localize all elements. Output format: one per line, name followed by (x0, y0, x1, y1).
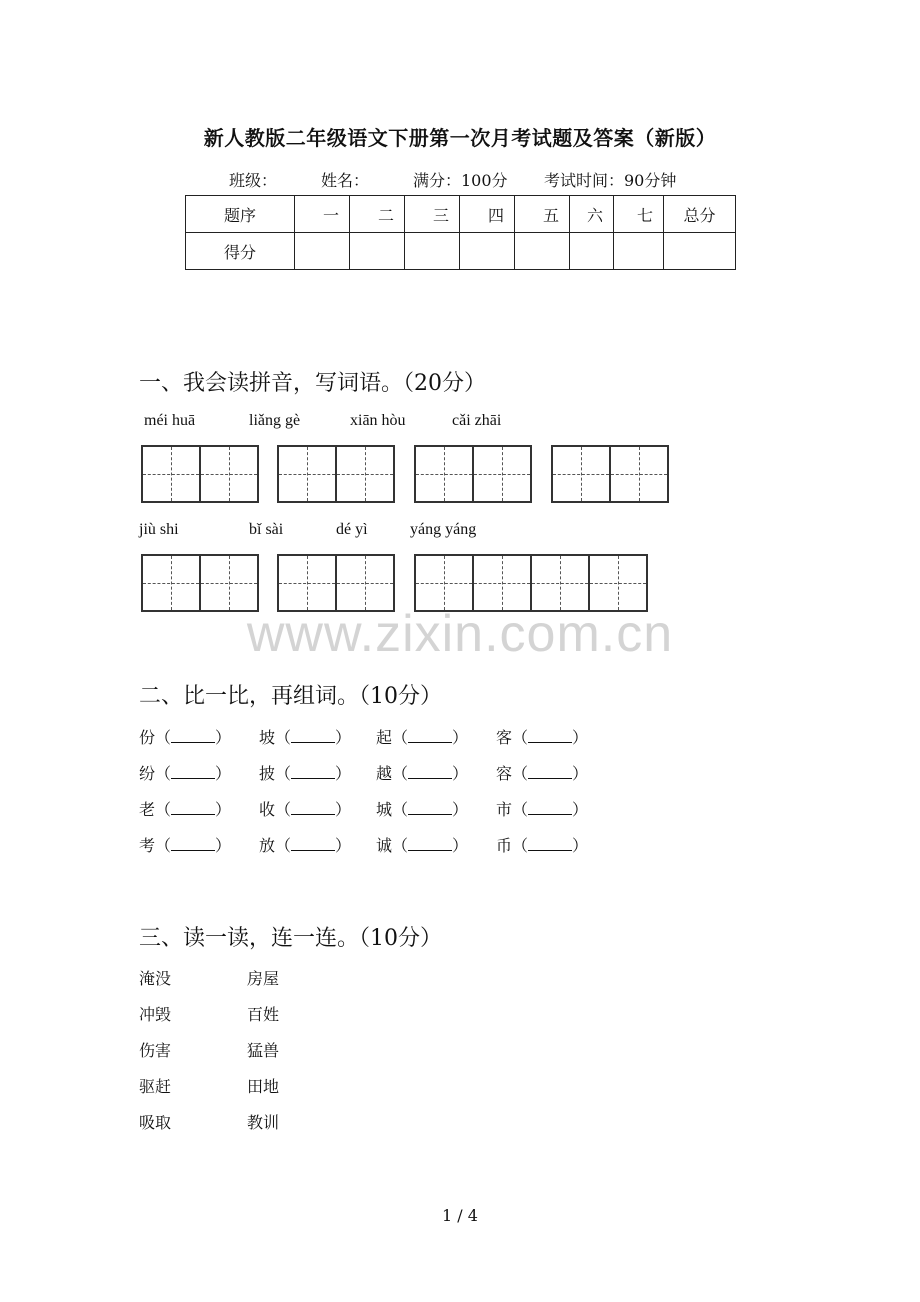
pinyin: xiān hòu (350, 412, 406, 429)
pinyin: jiù shi (139, 521, 179, 538)
paren-open: （ (275, 728, 292, 747)
tianzige-cell[interactable] (199, 445, 259, 503)
character: 收 (259, 800, 276, 819)
word-group-item (259, 833, 351, 856)
row-label: 得分 (186, 233, 295, 270)
tianzige-cell[interactable] (551, 445, 611, 503)
character: 起 (376, 728, 393, 747)
match-right-word[interactable]: 房屋 (247, 969, 280, 988)
pinyin: liǎng gè (249, 412, 301, 429)
exam-time: 考试时间：90分钟 (544, 171, 677, 190)
paren-close: ） (215, 764, 232, 783)
character: 坡 (259, 728, 276, 747)
match-right-word[interactable]: 百姓 (247, 1005, 280, 1024)
paren-close: ） (452, 764, 469, 783)
answer-blank[interactable] (408, 764, 452, 779)
header-cell: 四 (460, 196, 515, 233)
character: 考 (139, 836, 156, 855)
paren-close: ） (452, 836, 469, 855)
paren-open: （ (275, 836, 292, 855)
answer-blank[interactable] (291, 728, 335, 743)
header-cell: 六 (570, 196, 614, 233)
word-group-item (496, 761, 588, 784)
answer-blank[interactable] (528, 728, 572, 743)
tianzige-cell[interactable] (335, 445, 395, 503)
paren-close: ） (215, 800, 232, 819)
paren-close: ） (572, 836, 589, 855)
character: 老 (139, 800, 156, 819)
match-left-word[interactable]: 淹没 (139, 969, 172, 988)
header-cell: 二 (350, 196, 405, 233)
paren-close: ） (452, 800, 469, 819)
paren-close: ） (215, 836, 232, 855)
match-right-word[interactable]: 田地 (247, 1077, 280, 1096)
word-group-item (259, 797, 351, 820)
answer-blank[interactable] (291, 764, 335, 779)
class-label: 班级： (229, 171, 278, 190)
answer-blank[interactable] (171, 800, 215, 815)
score-cell[interactable] (405, 233, 460, 270)
paren-close: ） (335, 728, 352, 747)
section1-title: 一、我会读拼音，写词语。（20分） (139, 371, 486, 396)
paren-open: （ (155, 836, 172, 855)
header-cell: 五 (515, 196, 570, 233)
paren-close: ） (335, 764, 352, 783)
character: 纷 (139, 764, 156, 783)
answer-blank[interactable] (408, 728, 452, 743)
character: 份 (139, 728, 156, 747)
score-table-header-row (186, 196, 736, 233)
section3-title: 三、读一读，连一连。（10分） (139, 926, 442, 951)
answer-blank[interactable] (291, 800, 335, 815)
word-group-item (376, 761, 468, 784)
word-group-item (376, 725, 468, 748)
score-cell[interactable] (515, 233, 570, 270)
character: 市 (496, 800, 513, 819)
page-title: 新人教版二年级语文下册第一次月考试题及答案（新版） (203, 126, 717, 150)
name-label: 姓名： (321, 171, 370, 190)
match-left-word[interactable]: 吸取 (139, 1113, 172, 1132)
paren-open: （ (512, 728, 529, 747)
answer-blank[interactable] (408, 836, 452, 851)
tianzige-cell[interactable] (414, 445, 474, 503)
match-left-word[interactable]: 伤害 (139, 1041, 172, 1060)
paren-close: ） (572, 728, 589, 747)
tianzige-cell[interactable] (277, 445, 337, 503)
pinyin: dé yì (336, 521, 368, 538)
word-group-item (496, 725, 588, 748)
paren-open: （ (512, 800, 529, 819)
answer-blank[interactable] (408, 800, 452, 815)
score-cell[interactable] (570, 233, 614, 270)
score-cell[interactable] (350, 233, 405, 270)
full-score: 满分：100分 (413, 171, 508, 190)
character: 客 (496, 728, 513, 747)
word-group-item (259, 725, 351, 748)
match-right-word[interactable]: 猛兽 (247, 1041, 280, 1060)
pinyin: cǎi zhāi (452, 412, 502, 429)
paren-open: （ (275, 764, 292, 783)
page-number: 1 / 4 (442, 1206, 478, 1225)
match-left-word[interactable]: 冲毁 (139, 1005, 172, 1024)
writing-grid (414, 445, 530, 503)
score-cell[interactable] (614, 233, 664, 270)
paren-close: ） (215, 728, 232, 747)
header-cell: 七 (614, 196, 664, 233)
answer-blank[interactable] (171, 836, 215, 851)
tianzige-cell[interactable] (472, 445, 532, 503)
header-cell: 一 (295, 196, 350, 233)
tianzige-cell[interactable] (609, 445, 669, 503)
section2-title: 二、比一比，再组词。（10分） (139, 684, 442, 709)
score-cell[interactable] (295, 233, 350, 270)
word-group-item (139, 761, 231, 784)
header-cell: 总分 (664, 196, 736, 233)
answer-blank[interactable] (528, 764, 572, 779)
score-cell[interactable] (664, 233, 736, 270)
character: 放 (259, 836, 276, 855)
word-group-item (376, 833, 468, 856)
paren-close: ） (335, 836, 352, 855)
answer-blank[interactable] (171, 728, 215, 743)
header-cell: 三 (405, 196, 460, 233)
writing-grid (141, 445, 257, 503)
watermark: www.zixin.com.cn (246, 605, 674, 663)
writing-grid (551, 445, 667, 503)
score-cell[interactable] (460, 233, 515, 270)
character: 城 (376, 800, 393, 819)
pinyin: méi huā (144, 412, 196, 429)
pinyin: bǐ sài (249, 521, 284, 538)
answer-blank[interactable] (171, 764, 215, 779)
paren-open: （ (155, 800, 172, 819)
paren-close: ） (335, 800, 352, 819)
header-cell: 题序 (186, 196, 295, 233)
answer-blank[interactable] (291, 836, 335, 851)
answer-blank[interactable] (528, 836, 572, 851)
character: 币 (496, 836, 513, 855)
match-right-word[interactable]: 教训 (247, 1113, 280, 1132)
paren-open: （ (512, 764, 529, 783)
score-table-score-row (186, 233, 736, 270)
tianzige-cell[interactable] (141, 445, 201, 503)
writing-grid (277, 445, 393, 503)
paren-open: （ (392, 764, 409, 783)
paren-open: （ (512, 836, 529, 855)
character: 容 (496, 764, 513, 783)
word-group-item (259, 761, 351, 784)
score-table (185, 195, 736, 270)
paren-close: ） (452, 728, 469, 747)
word-group-item (139, 833, 231, 856)
word-group-item (376, 797, 468, 820)
word-group-item (139, 797, 231, 820)
paren-open: （ (392, 800, 409, 819)
word-group-item (496, 833, 588, 856)
paren-open: （ (392, 728, 409, 747)
paren-close: ） (572, 800, 589, 819)
match-left-word[interactable]: 驱赶 (139, 1077, 172, 1096)
word-group-item (139, 725, 231, 748)
paren-close: ） (572, 764, 589, 783)
pinyin: yáng yáng (410, 521, 477, 538)
paren-open: （ (155, 728, 172, 747)
paren-open: （ (275, 800, 292, 819)
character: 越 (376, 764, 393, 783)
paren-open: （ (392, 836, 409, 855)
character: 披 (259, 764, 276, 783)
paren-open: （ (155, 764, 172, 783)
character: 诚 (376, 836, 393, 855)
answer-blank[interactable] (528, 800, 572, 815)
word-group-item (496, 797, 588, 820)
